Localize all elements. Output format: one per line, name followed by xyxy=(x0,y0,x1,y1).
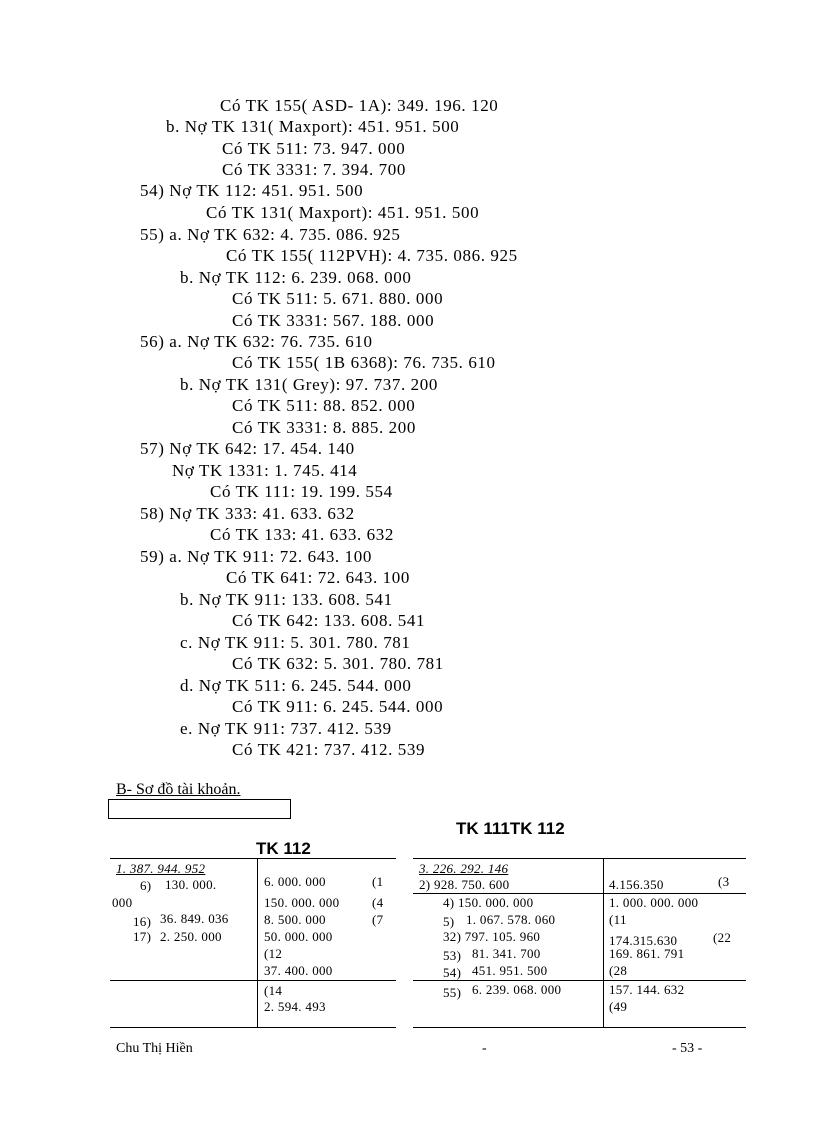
debit-ref: 55) xyxy=(443,985,462,1000)
entry-line: Có TK 3331: 7. 394. 700 xyxy=(222,160,406,179)
entry-line: Có TK 155( 112PVH): 4. 735. 086. 925 xyxy=(226,246,518,265)
entry-line: c. Nợ TK 911: 5. 301. 780. 781 xyxy=(180,633,411,652)
debit-amount: 130. 000. xyxy=(165,877,217,892)
debit-line: 32) 797. 105. 960 xyxy=(443,929,541,944)
credit-amount: 4.156.350 xyxy=(609,877,664,892)
entry-line: Có TK 133: 41. 633. 632 xyxy=(210,525,394,544)
credit-amount: 8. 500. 000 xyxy=(264,912,326,927)
credit-ref: (4 xyxy=(372,895,384,910)
entry-line: Có TK 632: 5. 301. 780. 781 xyxy=(232,654,444,673)
entry-line: 58) Nợ TK 333: 41. 633. 632 xyxy=(140,504,355,523)
entry-line: b. Nợ TK 131( Maxport): 451. 951. 500 xyxy=(166,117,460,136)
account-title-left: TK 112 xyxy=(256,839,311,858)
debit-line: 4) 150. 000. 000 xyxy=(443,895,534,910)
credit-amount: 37. 400. 000 xyxy=(264,963,333,978)
credit-amount: 2. 594. 493 xyxy=(264,999,326,1014)
opening-balance: 3. 226. 292. 146 xyxy=(419,861,509,876)
credit-ref: (49 xyxy=(609,999,628,1014)
footer-author: Chu Thị Hiền xyxy=(116,1041,193,1056)
debit-ref: 5) xyxy=(443,914,455,929)
credit-ref: (22 xyxy=(713,930,732,945)
entry-line: 56) a. Nợ TK 632: 76. 735. 610 xyxy=(140,332,373,351)
entry-line: Có TK 511: 88. 852. 000 xyxy=(232,396,416,415)
debit-amount: 000 xyxy=(112,895,133,910)
entry-line: Có TK 421: 737. 412. 539 xyxy=(232,740,426,759)
entry-line: 54) Nợ TK 112: 451. 951. 500 xyxy=(140,181,364,200)
entry-line: Nợ TK 1331: 1. 745. 414 xyxy=(172,461,358,480)
debit-amount: 1. 067. 578. 060 xyxy=(466,912,556,927)
debit-amount: 2. 250. 000 xyxy=(160,929,222,944)
entry-line: Có TK 641: 72. 643. 100 xyxy=(226,568,410,587)
entry-line: Có TK 3331: 567. 188. 000 xyxy=(232,311,435,330)
footer-page-number: - 53 - xyxy=(672,1041,703,1056)
debit-amount: 81. 341. 700 xyxy=(472,946,541,961)
entry-line: Có TK 511: 73. 947. 000 xyxy=(222,139,406,158)
entry-line: b. Nợ TK 911: 133. 608. 541 xyxy=(180,590,393,609)
section-heading: B- Sơ đồ tài khoản. xyxy=(116,781,241,798)
footer-separator: - xyxy=(482,1041,487,1056)
credit-ref: (28 xyxy=(609,963,628,978)
entry-line: Có TK 131( Maxport): 451. 951. 500 xyxy=(206,203,480,222)
debit-line: 2) 928. 750. 600 xyxy=(419,877,510,892)
entry-line: e. Nợ TK 911: 737. 412. 539 xyxy=(180,719,392,738)
credit-ref: (7 xyxy=(372,912,384,927)
entry-line: 59) a. Nợ TK 911: 72. 643. 100 xyxy=(140,547,372,566)
credit-amount: 169. 861. 791 xyxy=(609,946,685,961)
entry-line: Có TK 911: 6. 245. 544. 000 xyxy=(232,697,444,716)
empty-box xyxy=(108,799,291,819)
entry-line: Có TK 111: 19. 199. 554 xyxy=(210,482,393,501)
entry-line: Có TK 3331: 8. 885. 200 xyxy=(232,418,416,437)
credit-amount: 50. 000. 000 xyxy=(264,929,333,944)
credit-amount: 6. 000. 000 xyxy=(264,874,326,889)
credit-amount: 157. 144. 632 xyxy=(609,982,685,997)
entry-line: Có TK 155( 1B 6368): 76. 735. 610 xyxy=(232,353,496,372)
entry-line: b. Nợ TK 112: 6. 239. 068. 000 xyxy=(180,268,412,287)
opening-balance: 1. 387. 944. 952 xyxy=(116,861,206,876)
entry-line: Có TK 155( ASD- 1A): 349. 196. 120 xyxy=(220,96,499,115)
debit-ref: 17) xyxy=(133,929,152,944)
debit-ref: 54) xyxy=(443,965,462,980)
account-title-right: TK 111TK 112 xyxy=(456,819,565,838)
debit-ref: 6) xyxy=(140,878,152,893)
entry-line: 57) Nợ TK 642: 17. 454. 140 xyxy=(140,439,355,458)
credit-amount: 150. 000. 000 xyxy=(264,895,340,910)
entry-line: b. Nợ TK 131( Grey): 97. 737. 200 xyxy=(180,375,438,394)
credit-ref: (3 xyxy=(718,874,730,889)
debit-amount: 6. 239. 068. 000 xyxy=(472,982,562,997)
credit-ref: (11 xyxy=(609,912,627,927)
entry-line: d. Nợ TK 511: 6. 245. 544. 000 xyxy=(180,676,412,695)
credit-ref: (12 xyxy=(264,946,283,961)
entry-line: Có TK 642: 133. 608. 541 xyxy=(232,611,426,630)
debit-ref: 16) xyxy=(133,914,152,929)
entry-line: 55) a. Nợ TK 632: 4. 735. 086. 925 xyxy=(140,225,401,244)
credit-amount: 174.315.630 xyxy=(609,933,678,948)
debit-ref: 53) xyxy=(443,948,462,963)
entry-line: Có TK 511: 5. 671. 880. 000 xyxy=(232,289,444,308)
debit-amount: 451. 951. 500 xyxy=(472,963,548,978)
credit-ref: (1 xyxy=(372,874,384,889)
debit-amount: 36. 849. 036 xyxy=(160,911,229,926)
credit-amount: 1. 000. 000. 000 xyxy=(609,895,699,910)
credit-ref: (14 xyxy=(264,983,283,998)
